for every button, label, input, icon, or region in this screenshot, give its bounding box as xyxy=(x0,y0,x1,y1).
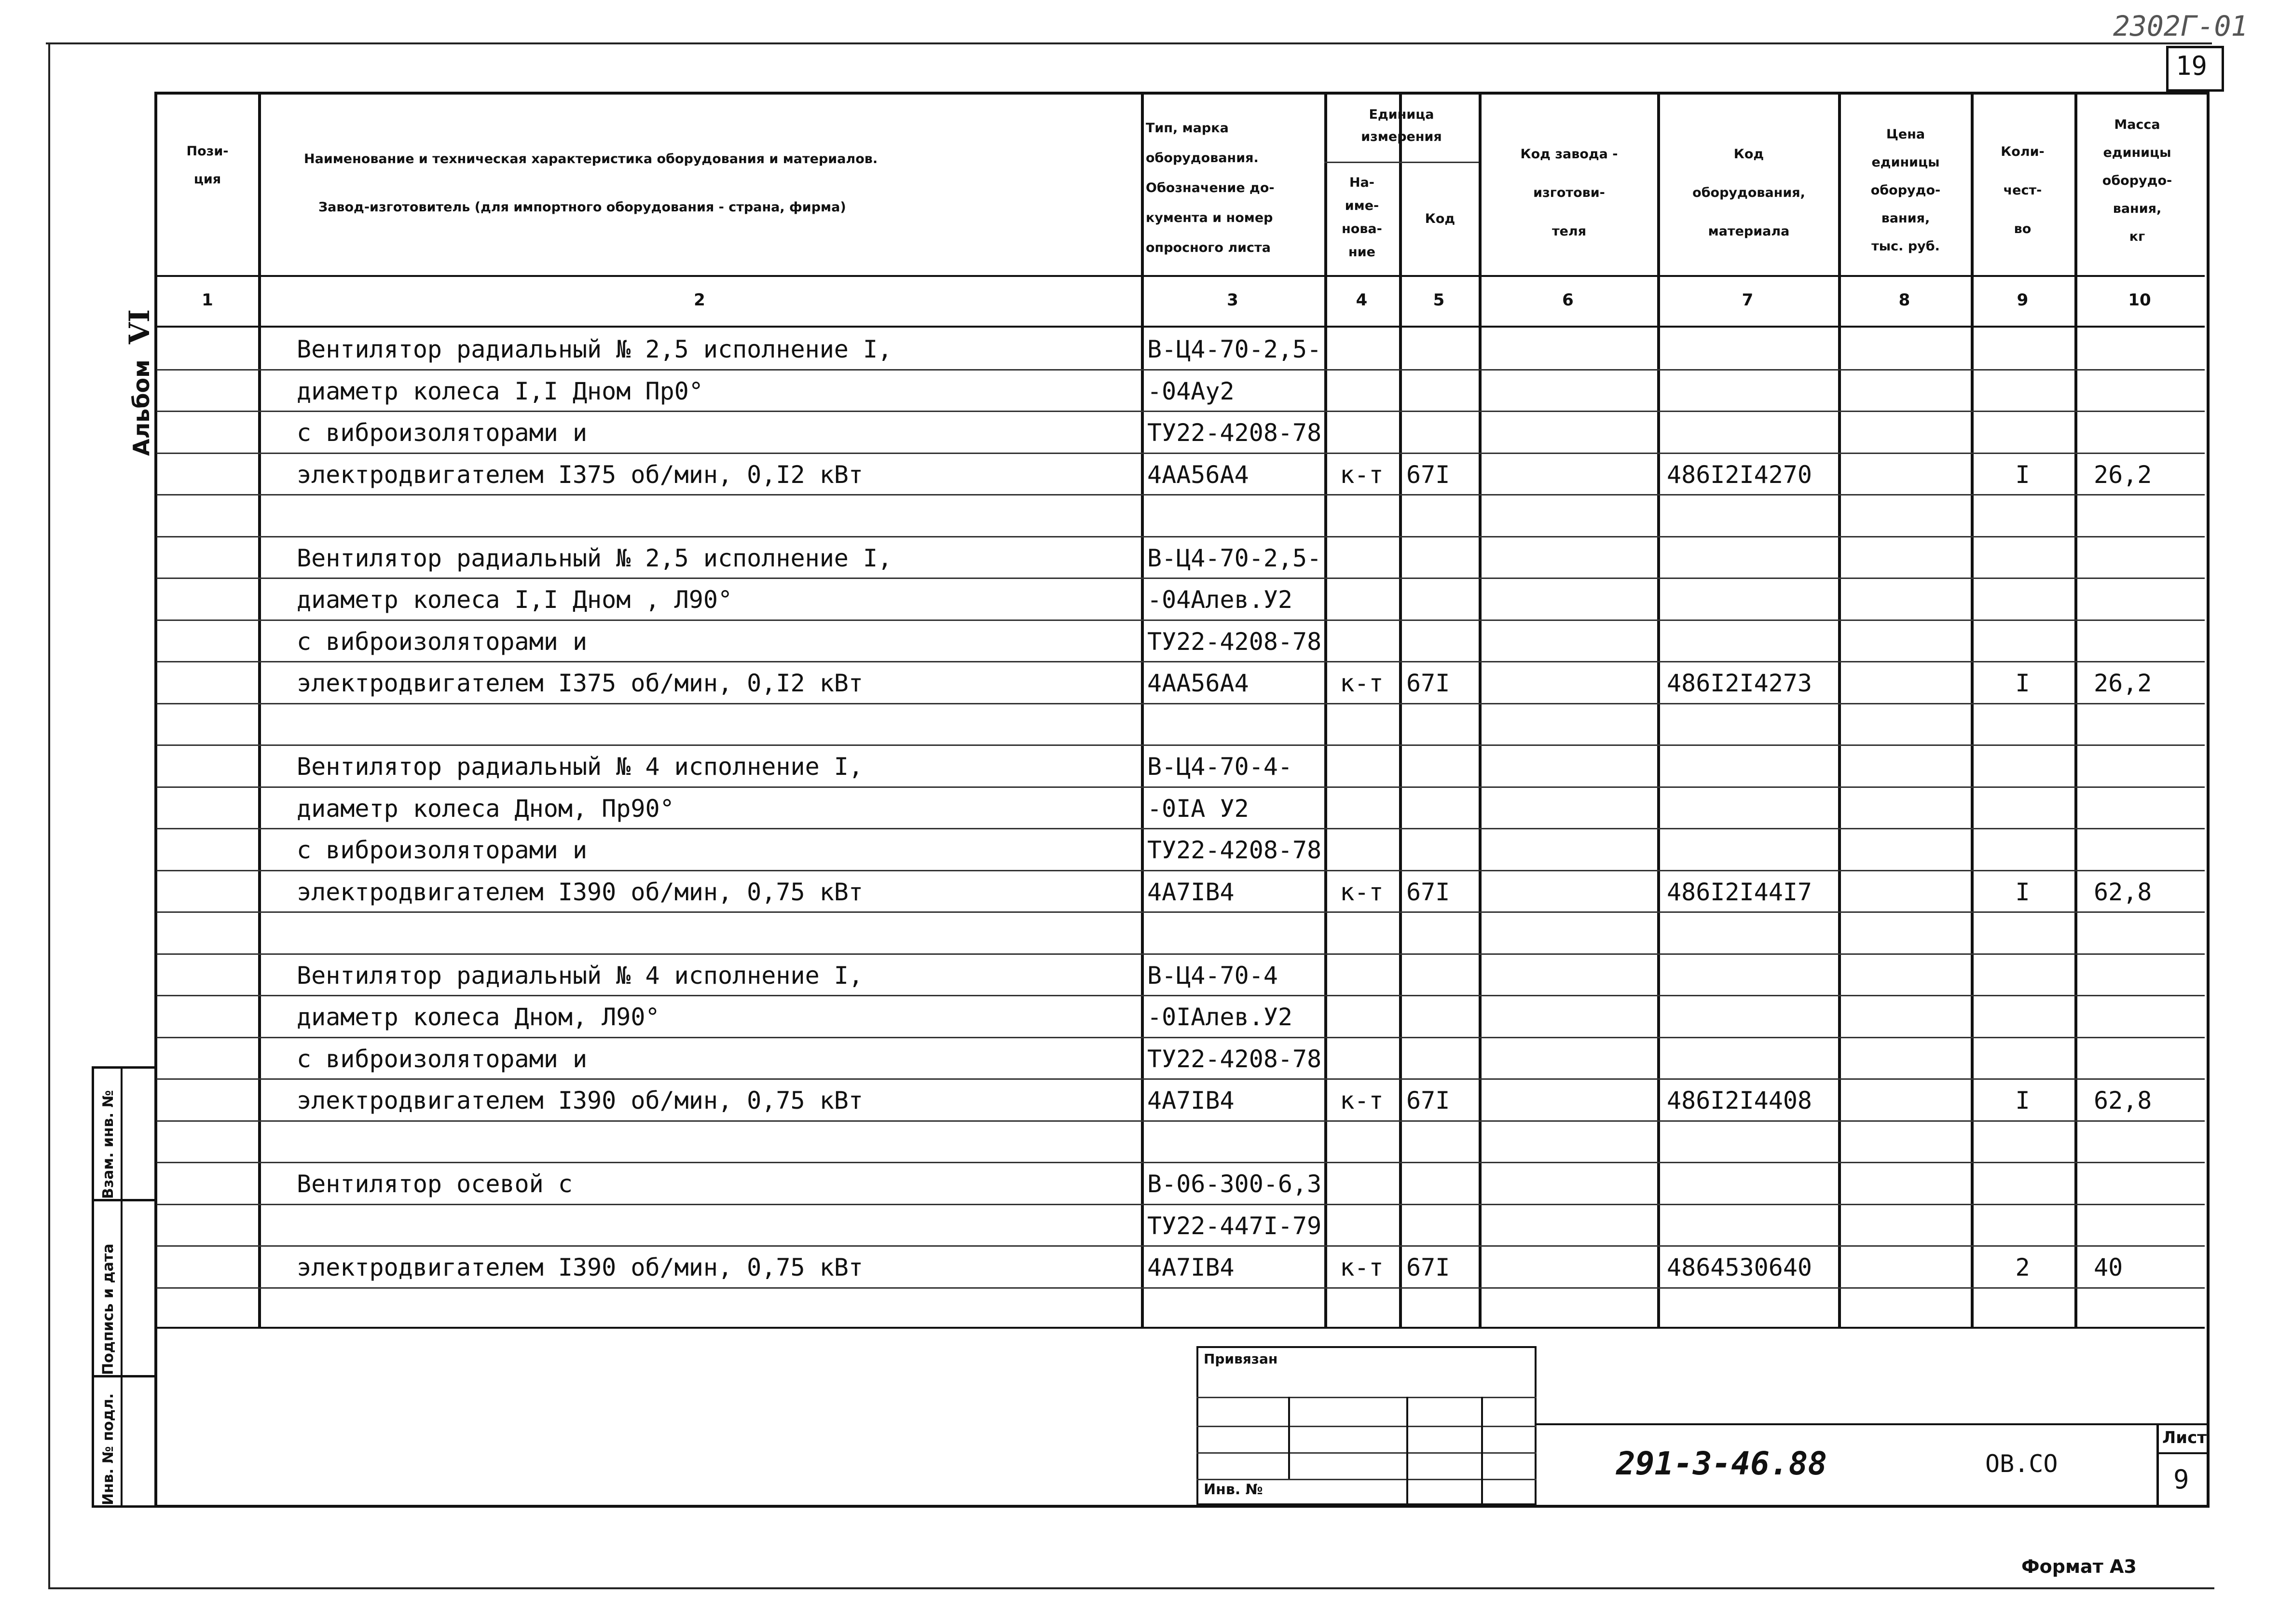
header-col-1-line: ция xyxy=(193,172,221,187)
table-cell-c10: 62,8 xyxy=(2094,1087,2152,1115)
row-divider xyxy=(157,1204,2205,1205)
stamp-line xyxy=(1196,1452,1537,1454)
row-divider xyxy=(157,1245,2205,1247)
col-number: 4 xyxy=(1356,290,1368,310)
row-divider xyxy=(157,1162,2205,1163)
stamp-inv-label: Инв. № xyxy=(1204,1481,1263,1498)
table-cell-c7: 486I2I44I7 xyxy=(1667,878,1812,906)
table-cell-c2: диаметр колеса Дном, Л90° xyxy=(297,1003,660,1031)
stamp-doc-code: 291-3-46.88 xyxy=(1616,1445,1827,1482)
table-column-divider xyxy=(1971,94,1974,1327)
header-col-10-line: кг xyxy=(2129,229,2145,244)
header-col-3-line: Тип, марка xyxy=(1146,121,1229,136)
album-label xyxy=(123,309,156,456)
header-col-4-line: нова- xyxy=(1342,221,1382,236)
header-col-9 xyxy=(1971,133,2074,248)
table-cell-c2: Вентилятор радиальный № 2,5 исполнение I, xyxy=(297,544,892,572)
table-cell-c2: электродвигателем I375 об/мин, 0,I2 кВт xyxy=(297,460,863,489)
table-cell-c2: диаметр колеса Дном, Пр90° xyxy=(297,794,674,823)
table-cell-c2: электродвигателем I390 об/мин, 0,75 кВт xyxy=(297,1253,863,1281)
table-cell-c2: с виброизоляторами и xyxy=(297,836,588,864)
side-box-podpis xyxy=(92,1199,157,1377)
table-cell-c10: 26,2 xyxy=(2094,460,2152,489)
header-col-4-line: На- xyxy=(1349,175,1375,190)
side-divider xyxy=(121,1066,123,1508)
corner-code: 2302Г-01 xyxy=(2113,10,2248,42)
row-divider xyxy=(157,453,2205,454)
row-divider xyxy=(157,786,2205,788)
row-divider xyxy=(157,953,2205,955)
header-col-10-line: единицы xyxy=(2103,145,2171,160)
table-cell-c2: Вентилятор радиальный № 4 исполнение I, xyxy=(297,961,863,990)
header-col-3-line: Обозначение до- xyxy=(1146,180,1275,195)
table-cell-c9: I xyxy=(2015,878,2030,906)
table-cell-c9: 2 xyxy=(2015,1253,2030,1281)
header-col-8-line: вания, xyxy=(1881,211,1930,226)
row-divider xyxy=(157,369,2205,371)
table-cell-c3: 4А7IВ4 xyxy=(1147,878,1235,906)
table-cell-c3: 4АА56А4 xyxy=(1147,669,1249,697)
header-bottom-line xyxy=(157,275,2205,277)
row-divider xyxy=(157,1120,2205,1122)
table-cell-c2: Вентилятор радиальный № 4 исполнение I, xyxy=(297,753,863,781)
side-label-podpis-data: Подпись и дата xyxy=(100,1243,117,1375)
table-cell-c3: В-Ц4-70-2,5- xyxy=(1147,544,1322,572)
header-col-7-line: оборудования, xyxy=(1692,185,1805,200)
body-bottom-line xyxy=(157,1327,2205,1329)
unit-group-divider xyxy=(1324,162,1479,163)
header-col-10-line: оборудо- xyxy=(2102,173,2172,188)
header-col-6-line: теля xyxy=(1551,224,1587,239)
header-unit-group-line: Единица xyxy=(1369,107,1434,122)
header-col-8-line: тыс. руб. xyxy=(1871,239,1940,254)
table-cell-c5: 67I xyxy=(1406,1253,1450,1281)
table-cell-c7: 4864530640 xyxy=(1667,1253,1812,1281)
row-divider xyxy=(157,703,2205,704)
header-col-2-line: Наименование и техническая характеристика оборудования и материалов. xyxy=(304,151,878,166)
row-divider xyxy=(157,911,2205,913)
col-number: 3 xyxy=(1227,290,1238,310)
table-cell-c10: 40 xyxy=(2094,1253,2123,1281)
header-col-6-line: Код завода - xyxy=(1520,147,1618,162)
table-cell-c3: ТУ22-447I-79 xyxy=(1147,1211,1322,1240)
col-number: 5 xyxy=(1433,290,1445,310)
header-col-10-line: вания, xyxy=(2113,201,2162,216)
header-col-2 xyxy=(304,135,1124,232)
col-number: 2 xyxy=(694,290,705,310)
table-column-divider xyxy=(1141,94,1144,1327)
row-divider xyxy=(157,661,2205,662)
table-cell-c3: 4АА56А4 xyxy=(1147,460,1249,489)
stamp-vline xyxy=(1288,1397,1290,1479)
table-cell-c4: к-т xyxy=(1340,1253,1384,1281)
header-col-5-line: Код xyxy=(1425,211,1455,226)
row-divider xyxy=(157,995,2205,996)
outer-border-bottom xyxy=(48,1587,2214,1589)
table-cell-c7: 486I2I4273 xyxy=(1667,669,1812,697)
header-col-7-line: материала xyxy=(1708,224,1790,239)
header-col-8-line: оборудо- xyxy=(1870,183,1941,198)
table-cell-c9: I xyxy=(2015,669,2030,697)
header-col-3-line: опросного листа xyxy=(1146,240,1271,255)
album-number: VI xyxy=(123,309,156,344)
table-cell-c4: к-т xyxy=(1340,669,1384,697)
stamp-vline xyxy=(1481,1397,1483,1505)
row-divider xyxy=(157,1287,2205,1289)
header-col-9-line: чест- xyxy=(2003,183,2042,198)
header-unit-group-line: измерения xyxy=(1361,129,1442,144)
stamp-line xyxy=(1196,1426,1537,1427)
table-cell-c3: -0IА У2 xyxy=(1147,794,1249,823)
table-cell-c3: 4А7IВ4 xyxy=(1147,1253,1235,1281)
stamp-title-top-line xyxy=(1537,1423,2210,1425)
row-divider xyxy=(157,411,2205,412)
stamp-sheet-number: 9 xyxy=(2173,1464,2189,1495)
side-box-inv-vzam xyxy=(92,1066,157,1201)
table-column-divider xyxy=(1657,94,1660,1327)
row-divider xyxy=(157,1037,2205,1038)
table-cell-c2: электродвигателем I375 об/мин, 0,I2 кВт xyxy=(297,669,863,697)
table-cell-c2: электродвигателем I390 об/мин, 0,75 кВт xyxy=(297,878,863,906)
table-cell-c5: 67I xyxy=(1406,878,1450,906)
header-col-3-line: оборудования. xyxy=(1146,151,1259,165)
album-label-text: Альбом xyxy=(128,359,154,456)
table-column-divider xyxy=(1479,94,1482,1327)
header-col-10 xyxy=(2074,111,2200,251)
table-cell-c10: 62,8 xyxy=(2094,878,2152,906)
row-divider xyxy=(157,1078,2205,1080)
col-number: 9 xyxy=(2017,290,2029,310)
table-cell-c3: В-Ц4-70-2,5- xyxy=(1147,335,1322,363)
header-unit-group xyxy=(1324,104,1479,148)
format-label: Формат А3 xyxy=(2021,1556,2137,1577)
side-box-inv-podl xyxy=(92,1375,157,1508)
table-cell-c2: с виброизоляторами и xyxy=(297,627,588,656)
table-cell-c2: диаметр колеса I,I Дном , Л90° xyxy=(297,586,733,614)
row-divider xyxy=(157,578,2205,579)
table-column-divider xyxy=(258,94,261,1327)
stamp-line xyxy=(1196,1397,1537,1398)
header-col-9-line: во xyxy=(2014,221,2032,236)
table-cell-c5: 67I xyxy=(1406,1087,1450,1115)
row-divider xyxy=(157,828,2205,829)
col-number: 6 xyxy=(1562,290,1574,310)
row-divider xyxy=(157,494,2205,495)
header-col-6-line: изготови- xyxy=(1533,185,1605,200)
header-col-10-line: Масса xyxy=(2114,117,2160,132)
header-col-8-line: единицы xyxy=(1871,155,1940,170)
stamp-privyazan-label: Привязан xyxy=(1204,1351,1278,1367)
table-cell-c2: Вентилятор осевой с xyxy=(297,1170,573,1198)
header-col-4-line: ние xyxy=(1348,245,1375,260)
table-cell-c3: -04Ау2 xyxy=(1147,377,1235,405)
table-cell-c4: к-т xyxy=(1340,878,1384,906)
header-col-1 xyxy=(159,138,256,193)
side-label-inv-vzam: Взам. инв. № xyxy=(100,1090,117,1199)
header-col-2-line: Завод-изготовитель (для импортного оборудования - страна, фирма) xyxy=(318,200,846,215)
header-col-3 xyxy=(1139,113,1329,263)
table-cell-c3: ТУ22-4208-78 xyxy=(1147,836,1322,864)
table-column-divider xyxy=(2074,94,2077,1327)
table-cell-c3: В-Ц4-70-4 xyxy=(1147,961,1278,990)
col-number: 8 xyxy=(1898,290,1910,310)
stamp-line xyxy=(1196,1479,1537,1480)
stamp-mark: ОВ.СО xyxy=(1985,1450,2058,1478)
table-cell-c3: В-06-300-6,3 xyxy=(1147,1170,1322,1198)
table-cell-c2: диаметр колеса I,I Дном Пр0° xyxy=(297,377,703,405)
header-col-5 xyxy=(1401,205,1479,233)
table-cell-c9: I xyxy=(2015,460,2030,489)
side-label-inv-podl: Инв. № подл. xyxy=(100,1393,117,1505)
row-divider xyxy=(157,744,2205,746)
row-divider xyxy=(157,870,2205,871)
table-column-divider xyxy=(1324,94,1327,1327)
table-cell-c5: 67I xyxy=(1406,460,1450,489)
table-cell-c3: ТУ22-4208-78 xyxy=(1147,627,1322,656)
table-cell-c3: 4А7IВ4 xyxy=(1147,1087,1235,1115)
stamp-sheet-divider xyxy=(2156,1452,2210,1454)
col-number: 10 xyxy=(2128,290,2151,310)
header-col-4 xyxy=(1326,171,1398,264)
table-cell-c3: В-Ц4-70-4- xyxy=(1147,753,1293,781)
header-col-4-line: име- xyxy=(1345,198,1379,213)
stamp-sheet-label: Лист xyxy=(2162,1428,2207,1447)
header-col-7-line: Код xyxy=(1733,147,1764,162)
table-cell-c3: -04Алев.У2 xyxy=(1147,586,1293,614)
table-cell-c3: ТУ22-4208-78 xyxy=(1147,419,1322,447)
col-number: 7 xyxy=(1742,290,1754,310)
header-col-1-line: Пози- xyxy=(186,144,229,159)
table-cell-c9: I xyxy=(2015,1087,2030,1115)
outer-border-left xyxy=(48,42,50,1589)
table-column-divider xyxy=(1399,94,1402,1327)
table-cell-c4: к-т xyxy=(1340,460,1384,489)
table-cell-c3: -0IАлев.У2 xyxy=(1147,1003,1293,1031)
table-cell-c5: 67I xyxy=(1406,669,1450,697)
outer-border-top xyxy=(46,42,2212,44)
table-cell-c10: 26,2 xyxy=(2094,669,2152,697)
table-cell-c4: к-т xyxy=(1340,1087,1384,1115)
header-col-6 xyxy=(1481,135,1657,251)
row-divider xyxy=(157,536,2205,537)
corner-sheet-number: 19 xyxy=(2176,51,2208,81)
table-column-divider xyxy=(1838,94,1841,1327)
header-col-3-line: кумента и номер xyxy=(1146,210,1273,225)
table-cell-c2: с виброизоляторами и xyxy=(297,419,588,447)
header-col-8-line: Цена xyxy=(1886,127,1925,142)
table-cell-c7: 486I2I4270 xyxy=(1667,460,1812,489)
row-divider xyxy=(157,619,2205,621)
table-cell-c2: Вентилятор радиальный № 2,5 исполнение I, xyxy=(297,335,892,363)
table-cell-c7: 486I2I4408 xyxy=(1667,1087,1812,1115)
header-col-8 xyxy=(1840,121,1971,261)
column-number-bottom-line xyxy=(157,326,2205,328)
header-col-9-line: Коли- xyxy=(2001,144,2045,159)
table-cell-c3: ТУ22-4208-78 xyxy=(1147,1045,1322,1073)
col-number: 1 xyxy=(202,290,213,310)
header-col-7 xyxy=(1660,135,1838,251)
table-cell-c2: с виброизоляторами и xyxy=(297,1045,588,1073)
table-cell-c2: электродвигателем I390 об/мин, 0,75 кВт xyxy=(297,1087,863,1115)
stamp-vline xyxy=(1406,1397,1408,1505)
